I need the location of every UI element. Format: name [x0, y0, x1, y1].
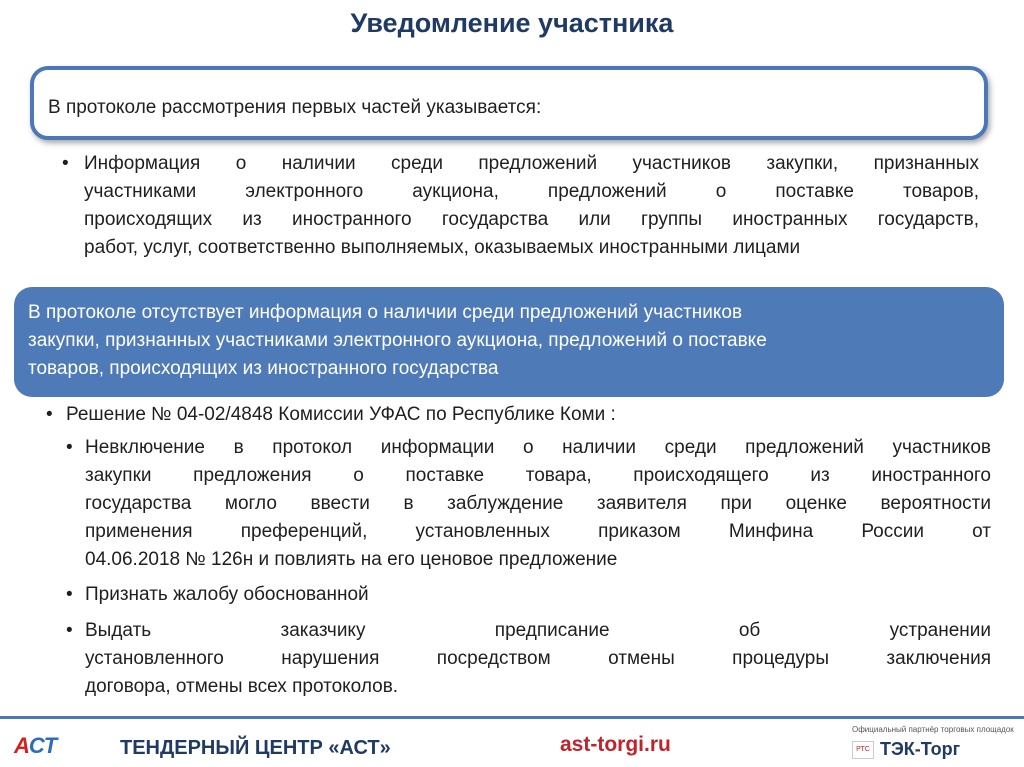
sub-item-line: Выдать заказчику предписание об устранении: [85, 620, 991, 641]
footer-site-link[interactable]: ast-torgi.ru: [560, 733, 671, 756]
rts-logo: РТС: [852, 741, 874, 759]
sub-item-complaint: [85, 581, 991, 609]
sub-item-line: Признать жалобу обоснованной: [85, 584, 369, 605]
sub-item-line: установленного нарушения посредством отмены процедуры заключения: [85, 648, 991, 669]
info-paragraph: [84, 150, 979, 262]
heading-box-first-parts: [30, 66, 988, 140]
ast-logo: ACT: [14, 733, 57, 758]
bullet-icon: •: [46, 404, 53, 425]
highlight-line: закупки, признанных участниками электронного аукциона, предложений о поставке: [28, 330, 767, 351]
sub-item-line: государства могло ввести в заблуждение заявителя при оценке вероятности: [85, 493, 991, 514]
footer-partner-caption: Официальный партнёр торговых площадок: [852, 725, 1014, 734]
sub-item-line: Невключение в протокол информации о наличии среди предложений участников: [85, 437, 991, 458]
info-line: работ, услуг, соответственно выполняемых, оказываемых иностранными лицами: [84, 237, 801, 258]
sub-item-order: [85, 617, 991, 701]
highlight-line: В протоколе отсутствует информация о наличии среди предложений участников: [28, 302, 743, 323]
sub-item-line: закупки предложения о поставке товара, происходящего из иностранного: [85, 465, 991, 486]
decision-heading: Решение № 04-02/4848 Комиссии УФАС по Республике Коми :: [66, 404, 616, 425]
footer-divider: [0, 716, 1024, 719]
bullet-icon: •: [66, 437, 73, 458]
sub-item-line: применения преференций, установленных приказом Минфина России от: [85, 521, 991, 542]
sub-item-exclusion: [85, 434, 991, 574]
sub-item-line: договора, отмены всех протоколов.: [85, 676, 399, 697]
sub-item-line: 04.06.2018 № 126н и повлиять на его ценовое предложение: [85, 549, 618, 570]
highlight-box-missing-info: [14, 287, 1004, 397]
info-line: участниками электронного аукциона, предложений о поставке товаров,: [84, 181, 979, 202]
info-line: Информация о наличии среди предложений участников закупки, признанных: [84, 153, 979, 174]
bullet-icon: •: [66, 620, 73, 641]
footer-company-name: ТЕНДЕРНЫЙ ЦЕНТР «АСТ»: [120, 737, 391, 759]
tek-torg-logo: ТЭК-Торг: [880, 739, 961, 759]
page-title: Уведомление участника: [350, 8, 674, 38]
bullet-icon: •: [66, 584, 73, 605]
bullet-icon: •: [62, 153, 69, 174]
info-line: происходящих из иностранного государства или группы иностранных государств,: [84, 209, 979, 230]
heading-box-text: В протоколе рассмотрения первых частей указывается:: [48, 97, 542, 118]
highlight-line: товаров, происходящих из иностранного государства: [28, 358, 499, 379]
